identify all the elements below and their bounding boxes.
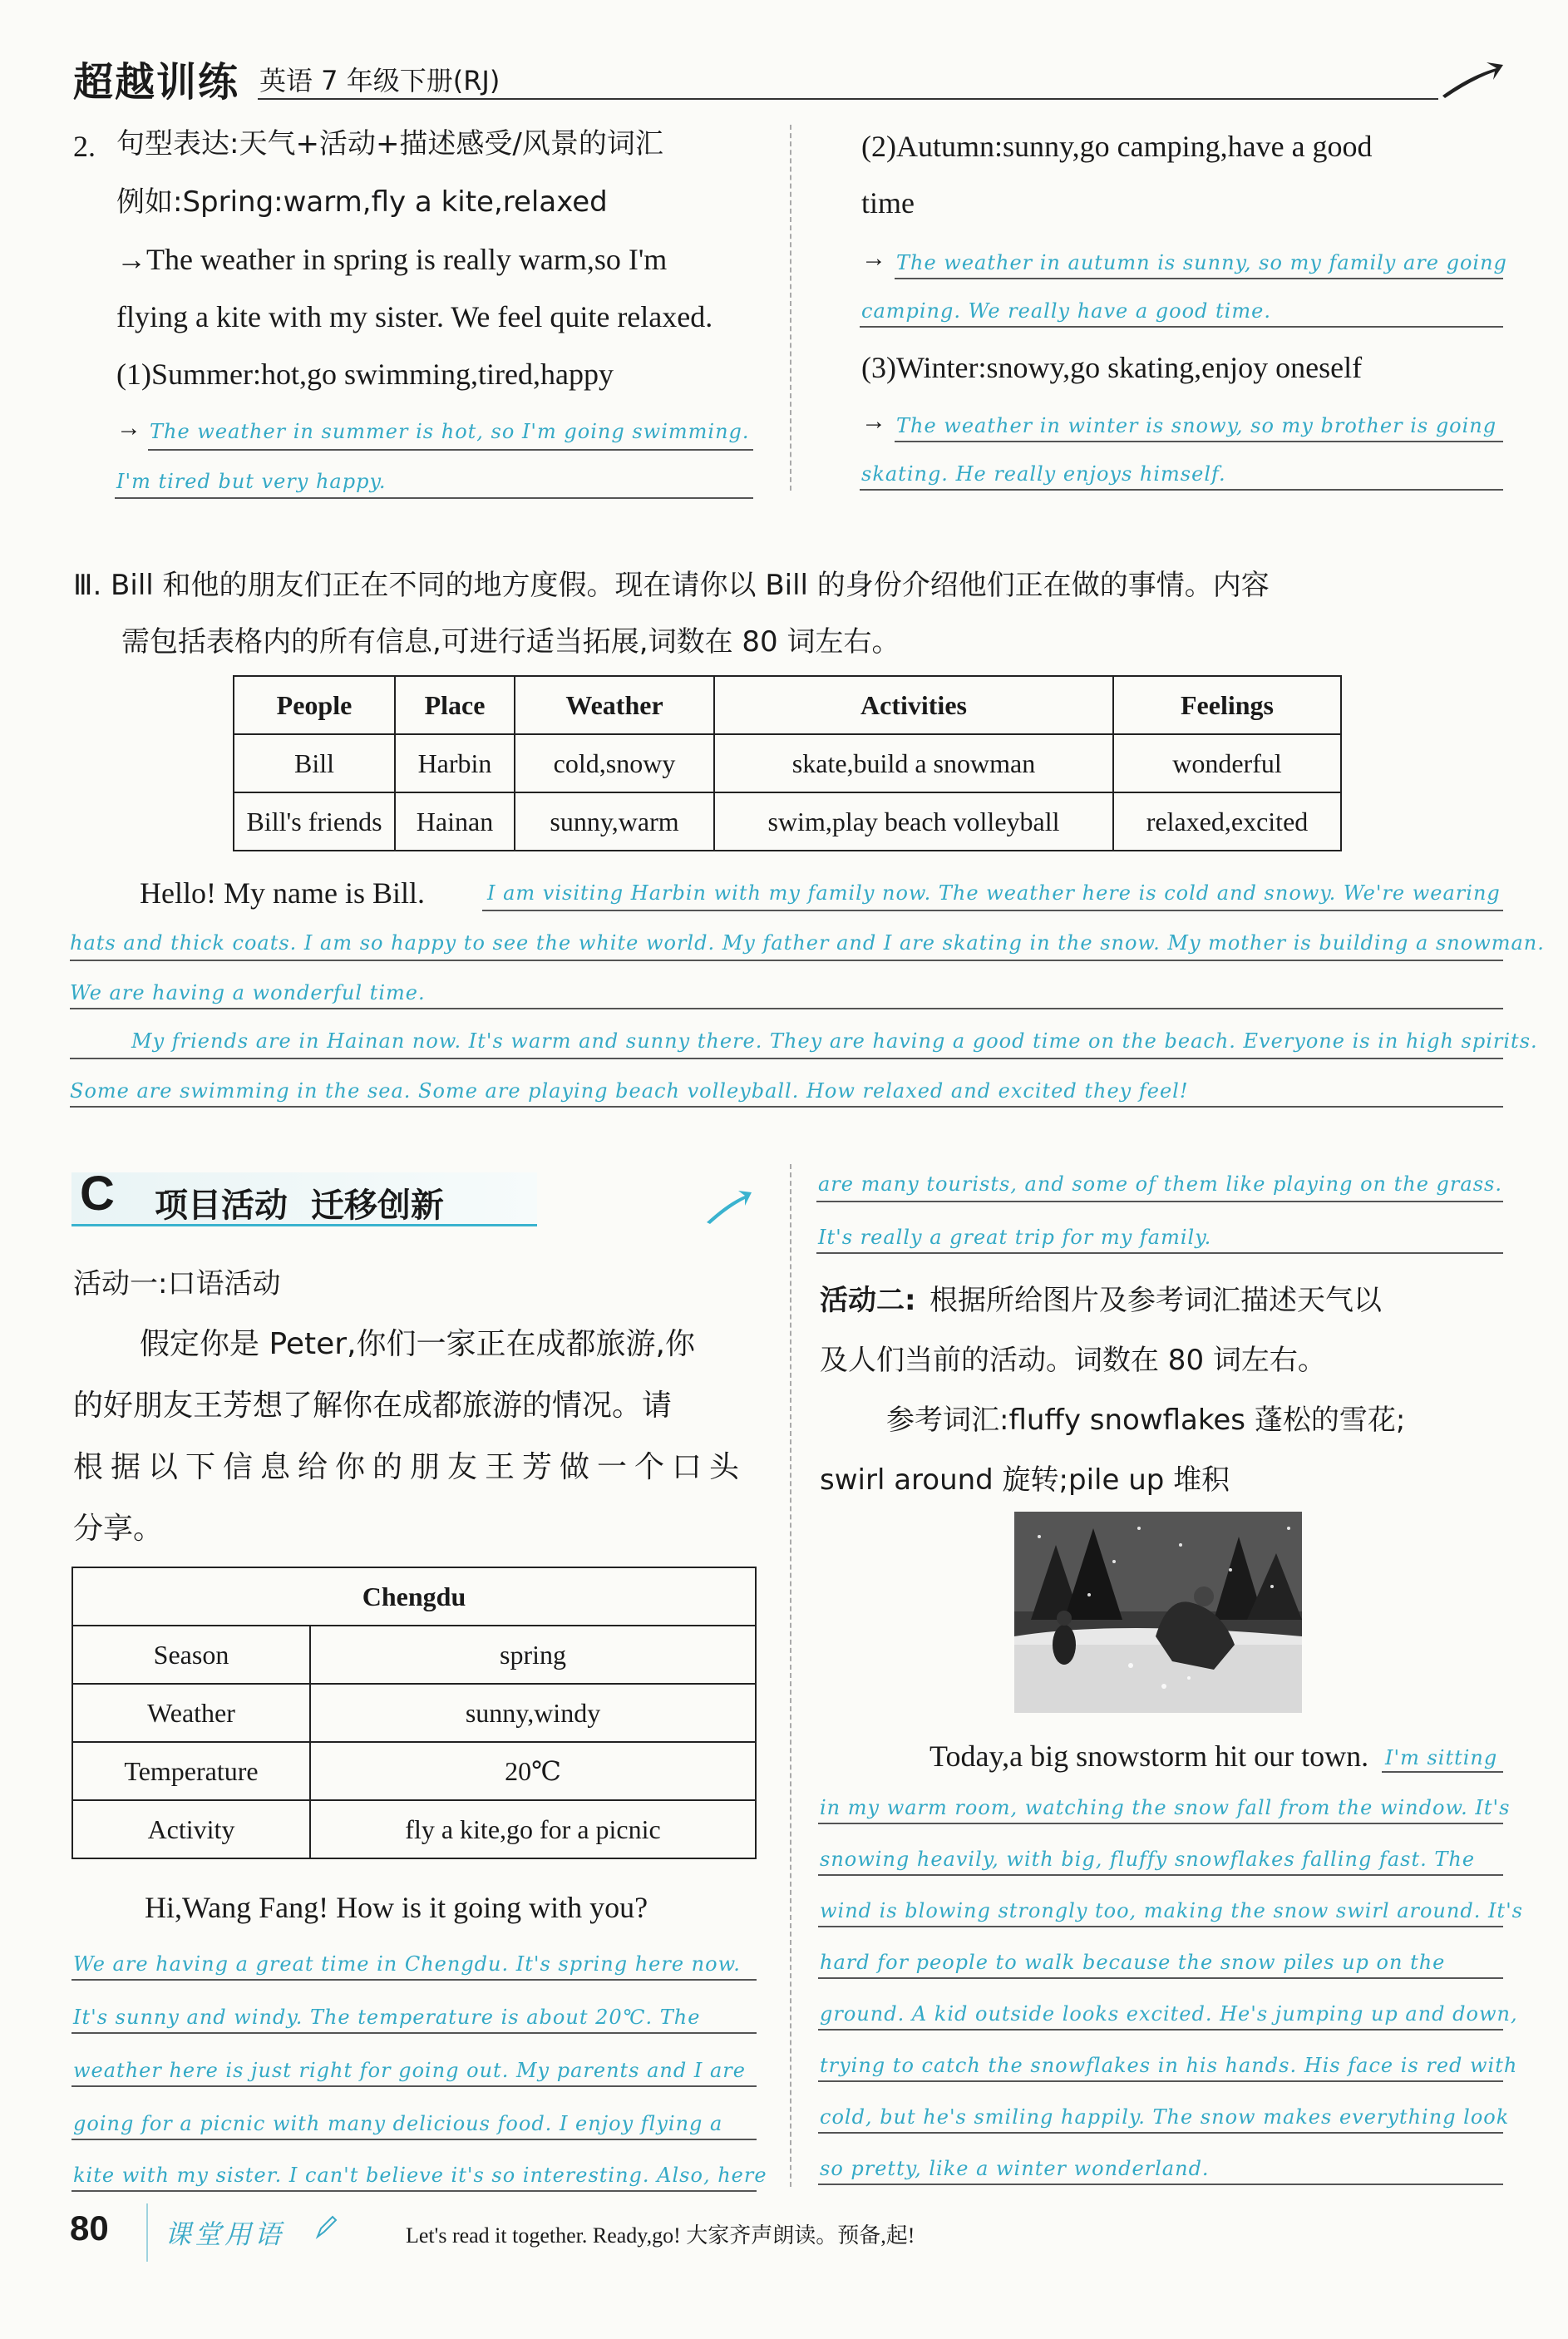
q2-title: 句型表达:天气+活动+描述感受/风景的词汇 [116,127,663,160]
p3-answer-line2: skating. He really enjoys himself. [861,462,1226,486]
table-header: People [234,676,395,734]
table-cell: Weather [72,1684,310,1742]
p2-answer-line2: camping. We really have a good time. [861,299,1271,323]
section-c-letter: C [80,1167,115,1221]
snowstorm-photo [1014,1512,1302,1713]
answer-rule [818,2080,1503,2082]
footer-label: 课堂用语 [165,2218,285,2250]
answer-rule [818,1977,1503,1979]
act1-answer-line: kite with my sister. I can't believe it's so interesting. Also, here [73,2164,767,2187]
snow-answer-line: cold, but he's smiling happily. The snow makes everything look [820,2105,1510,2129]
table-cell: fly a kite,go for a picnic [310,1800,756,1858]
snow-answer-line: ground. A kid outside looks excited. He's jumping up and down, [820,2002,1518,2026]
snow-answer-line: trying to catch the snowflakes in his hands. His face is red with [820,2054,1518,2077]
q2-example-line2: flying a kite with my sister. We feel quite relaxed. [116,300,713,333]
pencil-icon [314,2215,338,2240]
q2-p2-prompt2: time [861,186,915,220]
q2-p2-prompt1: (2)Autumn:sunny,go camping,have a good [861,130,1373,163]
activity2-text: 根据所给图片及参考词汇描述天气以 [929,1284,1382,1317]
activity1-text: 的好朋友王芳想了解你在成都旅游的情况。请 [73,1389,673,1423]
answer-rule [71,2190,757,2192]
q2-number: 2. [73,130,96,163]
q2-p1-prompt: (1)Summer:hot,go swimming,tired,happy [116,358,614,391]
act1-answer-line: It's sunny and windy. The temperature is about 20℃. The [73,2006,701,2029]
answer-rule [482,910,1503,911]
answer-rule [70,1058,1503,1059]
answer-rule [71,1979,757,1981]
section-arrow-icon [703,1187,753,1226]
table-cell: Hainan [395,792,515,851]
p1-answer-line2: I'm tired but very happy. [116,470,387,493]
answer-rule [115,497,753,499]
activity2-label: 活动二: [820,1284,916,1317]
answer-rule [71,2032,757,2034]
vocab-line2: swirl around 旋转;pile up 堆积 [820,1463,1230,1497]
table-header: Weather [515,676,714,734]
answer-rule [860,326,1503,328]
snow-answer-line: wind is blowing strongly too, making the snow swirl around. It's [820,1899,1523,1922]
sec3-start: Hello! My name is Bill. [140,876,425,910]
activity1-text: 分享。 [73,1512,164,1546]
answer-rule [816,1252,1503,1254]
answer-rule [1382,1771,1503,1773]
table-cell: relaxed,excited [1113,792,1341,851]
arrow-icon: → [861,407,886,435]
table-cell: cold,snowy [515,734,714,792]
table-title: Chengdu [72,1567,756,1626]
table-header: Place [395,676,515,734]
answer-rule [70,960,1503,961]
answer-rule [895,441,1503,442]
act1-answer-line: weather here is just right for going out. My parents and I are [73,2059,746,2082]
table-cell: Season [72,1626,310,1684]
answer-rule [895,278,1503,279]
answer-rule [818,2029,1503,2031]
arrow-icon: → [116,414,141,442]
sec3-answer-line5: Some are swimming in the sea. Some are playing beach volleyball. How relaxed and excited they feel! [70,1079,1189,1103]
q2-p3-prompt: (3)Winter:snowy,go skating,enjoy oneself [861,351,1363,384]
snow-answer-line: in my warm room, watching the snow fall from the window. It's [820,1796,1511,1819]
table-header: Activities [714,676,1113,734]
activity2-text: 及人们当前的活动。词数在 80 词左右。 [820,1344,1326,1377]
column-divider [790,125,791,491]
header-subtitle: 英语 7 年级下册(RJ) [259,65,500,96]
vacation-table [233,675,1342,851]
section-c-title: 项目活动 迁移创新 [155,1187,444,1225]
answer-rule [818,2132,1503,2134]
activity1-text: 假定你是 Peter,你们一家正在成都旅游,你 [140,1327,695,1361]
greeting: Hi,Wang Fang! How is it going with you? [145,1891,648,1924]
answer-rule [818,1823,1503,1824]
sec3-instruction-line1: Ⅲ. Bill 和他的朋友们正在不同的地方度假。现在请你以 Bill 的身份介绍他们正在做的事情。内容 [73,569,1270,602]
header-brand: 超越训练 [73,59,240,106]
footer-sentence: Let's read it together. Ready,go! 大家齐声朗读。预备,起! [406,2223,915,2248]
snow-answer-line: I'm sitting [1385,1746,1498,1769]
page-number: 80 [70,2208,109,2248]
chengdu-table [71,1567,757,1859]
table-cell: Bill [234,734,395,792]
table-cell: Activity [72,1800,310,1858]
p2-answer-line1: The weather in autumn is sunny, so my family are going [896,251,1507,274]
arrow-icon: → [861,244,886,272]
activity1-text: 根据以下信息给你的朋友王芳做一个口头 [73,1450,747,1484]
table-cell: sunny,warm [515,792,714,851]
answer-rule [148,449,753,451]
p1-answer-line1: The weather in summer is hot, so I'm going swimming. [150,420,750,443]
snow-answer-line: so pretty, like a winter wonderland. [820,2157,1210,2180]
snow-answer-line: hard for people to walk because the snow piles up on the [820,1951,1446,1974]
act1-answer-continued: are many tourists, and some of them like playing on the grass. [818,1172,1502,1196]
table-cell: swim,play beach volleyball [714,792,1113,851]
answer-rule [818,1926,1503,1927]
answer-rule [818,1874,1503,1876]
table-cell: Temperature [72,1742,310,1800]
answer-rule [70,1106,1503,1108]
answer-rule [71,2085,757,2087]
sec3-instruction-line2: 需包括表格内的所有信息,可进行适当拓展,词数在 80 词左右。 [121,625,900,659]
act1-answer-line: going for a picnic with many delicious food. I enjoy flying a [73,2112,723,2135]
answer-rule [71,2139,757,2140]
answer-rule [860,489,1503,491]
table-cell: skate,build a snowman [714,734,1113,792]
table-cell: Harbin [395,734,515,792]
act1-answer-line: We are having a great time in Chengdu. It's spring here now. [73,1952,741,1976]
snow-answer-line: snowing heavily, with big, fluffy snowflakes falling fast. The [820,1848,1476,1871]
q2-example-label: 例如:Spring:warm,fly a kite,relaxed [116,185,608,219]
table-cell: sunny,windy [310,1684,756,1742]
header-rule [258,98,1438,100]
table-cell: Bill's friends [234,792,395,851]
activity1-label: 活动一:口语活动 [73,1267,281,1300]
q2-example-line1: →The weather in spring is really warm,so I'm [116,243,668,276]
header-arrow-icon [1438,58,1505,100]
footer-divider [146,2203,148,2262]
table-header: Feelings [1113,676,1341,734]
sec3-answer-line4: My friends are in Hainan now. It's warm and sunny there. They are having a good time on the beach. Everyone is in high spirits. [131,1029,1538,1053]
sec3-answer-line1: I am visiting Harbin with my family now. The weather here is cold and snowy. We're wearing [487,881,1501,905]
sec3-answer-line2: hats and thick coats. I am so happy to see the white world. My father and I are skating in the snow. My mother is building a snowman. [70,931,1545,955]
column-divider [790,1164,791,2187]
answer-rule [818,2184,1503,2185]
answer-rule [70,1008,1503,1009]
snow-start: Today,a big snowstorm hit our town. [929,1739,1369,1773]
p3-answer-line1: The weather in winter is snowy, so my brother is going [896,414,1497,437]
table-cell: spring [310,1626,756,1684]
table-cell: 20℃ [310,1742,756,1800]
vocab-line1: 参考词汇:fluffy snowflakes 蓬松的雪花; [886,1404,1406,1437]
answer-rule [816,1201,1503,1202]
sec3-answer-line3: We are having a wonderful time. [70,981,426,1004]
act1-answer-continued: It's really a great trip for my family. [818,1226,1212,1249]
table-cell: wonderful [1113,734,1341,792]
